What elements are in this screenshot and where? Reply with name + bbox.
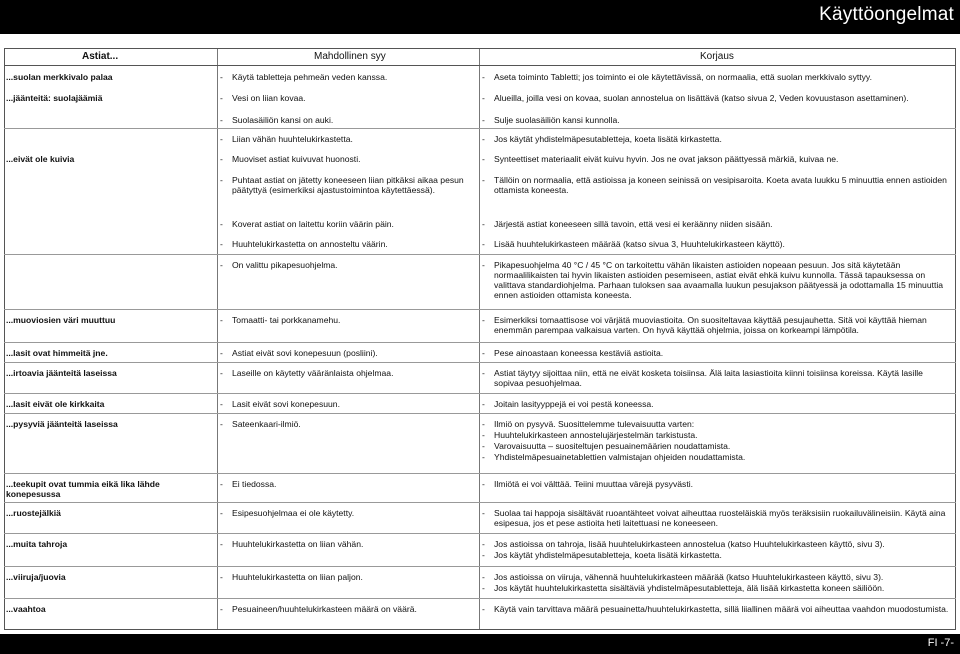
problem-cell: ...muita tahroja	[6, 539, 68, 549]
fix-cell	[480, 72, 954, 83]
table-row	[4, 474, 956, 503]
problem-cell: ...lasit eivät ole kirkkaita	[6, 399, 105, 409]
cause-text: - Esipesuohjelmaa ei ole käytetty.	[218, 508, 480, 518]
fix-text: - Huuhtelukirkasteen annostelujärjestelmän tarkistusta.	[480, 430, 954, 440]
table-row	[4, 110, 956, 129]
table-row	[4, 310, 956, 343]
table-row	[4, 599, 956, 630]
cause-text: - Muoviset astiat kuivuvat huonosti.	[218, 154, 480, 164]
fix-text: - Ilmiötä ei voi välttää. Teiini muuttaa värejä pysyvästi.	[480, 479, 954, 489]
cause-text: - Puhtaat astiat on jätetty koneeseen liian pitkäksi aikaa pesun päätyttyä (esimerkiksi ajastustoimintoa käytettäessä).	[218, 175, 480, 195]
problem-cell: ...suolan merkkivalo palaa	[6, 72, 113, 82]
fix-cell	[480, 154, 954, 165]
fix-text: - Jos astioissa on tahroja, lisää huuhtelukirkasteen annostelua (katso Huuhtelukirkasteen käyttö, sivu 3).	[480, 539, 954, 549]
cause-text: - Astiat eivät sovi konepesuun (posliini).	[218, 348, 480, 358]
table-row	[4, 363, 956, 394]
cause-cell	[218, 72, 480, 82]
fix-cell	[480, 315, 954, 336]
fix-text: - Yhdistelmäpesuainetablettien valmistajan ohjeiden noudattamista.	[480, 452, 954, 462]
table-row	[4, 567, 956, 599]
cause-text: - Tomaatti- tai porkkanamehu.	[218, 315, 480, 325]
cause-cell	[218, 479, 480, 489]
problem-cell: ...pysyviä jäänteitä laseissa	[6, 419, 118, 429]
fix-cell	[480, 93, 954, 104]
fix-cell	[480, 539, 954, 561]
page-number: FI -7-	[927, 637, 954, 649]
table-row	[4, 67, 956, 88]
cause-text: - Suolasäiliön kansi on auki.	[218, 115, 480, 125]
table-row	[4, 149, 956, 170]
fix-text: - Synteettiset materiaalit eivät kuivu hyvin. Jos ne ovat jakson päättyessä märkiä, kuivaa ne.	[480, 154, 954, 164]
cause-cell	[218, 154, 480, 164]
table-row	[4, 414, 956, 474]
cause-text: - Lasit eivät sovi konepesuun.	[218, 399, 480, 409]
problem-cell: ...vaahtoa	[6, 604, 46, 614]
fix-text: - Sulje suolasäiliön kansi kunnolla.	[480, 115, 954, 125]
cause-text: - On valittu pikapesuohjelma.	[218, 260, 480, 270]
table-row	[4, 343, 956, 363]
footer-bar	[0, 634, 960, 654]
table-row	[4, 88, 956, 110]
cause-cell	[218, 315, 480, 325]
fix-text: - Lisää huuhtelukirkasteen määrää (katso sivua 3, Huuhtelukirkasteen käyttö).	[480, 239, 954, 249]
fix-text: - Järjestä astiat koneeseen sillä tavoin, että vesi ei keräänny niiden sisään.	[480, 219, 954, 229]
fix-cell	[480, 134, 954, 145]
cause-text: - Koverat astiat on laitettu koriin väärin päin.	[218, 219, 480, 229]
problem-cell: ...viiruja/juovia	[6, 572, 66, 582]
problem-cell: ...ruostejälkiä	[6, 508, 61, 518]
problem-cell: ...muoviosien väri muuttuu	[6, 315, 116, 325]
fix-text: - Pikapesuohjelma 40 °C / 45 °C on tarkoitettu vähän likaisten astioiden nopeaan pesuun. Jos sitä käytetään normaalilikaisten tai hyvin likaisten astioiden pesemiseen, astiat eivät ehkä kuivu kunnolla. Tässä tapauksessa on valittava standardiohjelma. Parhaan tuloksen saa avaamalla luukun pesujakson päätyessä ja odottamalla 15 minuuttia ennen astioiden ottamista koneesta.	[480, 260, 954, 300]
problem-cell: ...jäänteitä: suolajäämiä	[6, 93, 103, 103]
problem-cell: ...irtoavia jäänteitä laseissa	[6, 368, 117, 378]
fix-text: - Astiat täytyy sijoittaa niin, että ne eivät kosketa toisiinsa. Älä laita lasiastioita kiinni toisiinsa koreissa. Käytä lasille sopivaa pesuohjelmaa.	[480, 368, 954, 388]
fix-cell	[480, 572, 954, 594]
page-title: Käyttöongelmat	[819, 4, 954, 25]
fix-text: - Tällöin on normaalia, että astioissa ja koneen seinissä on vesipisaroita. Koeta avata luukku 5 minuuttia ennen astioiden ottamista koneesta.	[480, 175, 954, 195]
fix-cell	[480, 508, 954, 529]
fix-cell	[480, 348, 954, 359]
fix-text: - Jos astioissa on viiruja, vähennä huuhtelukirkasteen määrää (katso Huuhtelukirkasteen käyttö, sivu 3).	[480, 572, 954, 582]
fix-text: - Aseta toiminto Tabletti; jos toiminto ei ole käytettävissä, on normaalia, että suolan merkkivalo syttyy.	[480, 72, 954, 82]
fix-text: - Käytä vain tarvittava määrä pesuainetta/huuhtelukirkastetta, sillä liiallinen määrä voi aiheuttaa vaahdon muodostumista.	[480, 604, 954, 614]
fix-cell	[480, 175, 954, 196]
table-row	[4, 534, 956, 567]
cause-cell	[218, 175, 480, 195]
fix-text: - Pese ainoastaan koneessa kestäviä astioita.	[480, 348, 954, 358]
title-bar	[0, 0, 960, 34]
cause-cell	[218, 348, 480, 358]
header-cause: Mahdollinen syy	[314, 51, 386, 62]
fix-text: - Varovaisuutta – suositeltujen pesuainemäärien noudattamista.	[480, 441, 954, 451]
cause-text: - Vesi on liian kovaa.	[218, 93, 480, 103]
fix-cell	[480, 115, 954, 126]
fix-text: - Jos käytät huuhtelukirkastetta sisältäviä yhdistelmäpesutabletteja, älä lisää kirkastetta koneen säiliöön.	[480, 583, 954, 593]
problem-cell: ...teekupit ovat tummia eikä lika lähde konepesussa	[6, 479, 160, 499]
cause-cell	[218, 368, 480, 378]
table-row	[4, 170, 956, 214]
cause-cell	[218, 572, 480, 582]
table-header	[4, 48, 956, 66]
cause-cell	[218, 134, 480, 144]
fix-cell	[480, 419, 954, 463]
cause-text: - Käytä tabletteja pehmeän veden kanssa.	[218, 72, 480, 82]
cause-text: - Laseille on käytetty vääränlaista ohjelmaa.	[218, 368, 480, 378]
fix-text: - Alueilla, joilla vesi on kovaa, suolan annostelua on lisättävä (katso sivua 2, Veden kovuustason asettaminen).	[480, 93, 954, 103]
cause-text: - Huuhtelukirkastetta on liian paljon.	[218, 572, 480, 582]
cause-text: - Pesuaineen/huuhtelukirkasteen määrä on väärä.	[218, 604, 480, 614]
problem-cell: ...lasit ovat himmeitä jne.	[6, 348, 108, 358]
table-row	[4, 214, 956, 234]
fix-text: - Esimerkiksi tomaattisose voi värjätä muoviastioita. On suositeltavaa käyttää pesujauhetta. Sitä voi käyttää hieman enemmän parempaa valkaisua varten. On hyvä käyttää ohjelmia, joissa on korkeampi lämpötila.	[480, 315, 954, 335]
cause-cell	[218, 239, 480, 249]
cause-text: - Ei tiedossa.	[218, 479, 480, 489]
fix-text: - Joitain lasityyppejä ei voi pestä koneessa.	[480, 399, 954, 409]
fix-cell	[480, 479, 954, 490]
fix-cell	[480, 239, 954, 250]
table-row	[4, 255, 956, 310]
fix-text: - Suolaa tai happoja sisältävät ruoantähteet voivat aiheuttaa ruosteläiskiä myös teräksisiin ruokailuvälineisiin. Käytä aina esipesua, jos et pese astioita heti laitettuasi ne koneeseen.	[480, 508, 954, 528]
table-row	[4, 503, 956, 534]
cause-text: - Sateenkaari-ilmiö.	[218, 419, 480, 429]
header-fix: Korjaus	[700, 51, 734, 62]
cause-cell	[218, 115, 480, 125]
table-row	[4, 394, 956, 414]
fix-cell	[480, 219, 954, 230]
problem-cell: ...eivät ole kuivia	[6, 154, 75, 164]
table-row	[4, 129, 956, 149]
fix-text: - Jos käytät yhdistelmäpesutabletteja, koeta lisätä kirkastetta.	[480, 550, 954, 560]
cause-cell	[218, 399, 480, 409]
cause-text: - Huuhtelukirkastetta on liian vähän.	[218, 539, 480, 549]
cause-text: - Liian vähän huuhtelukirkastetta.	[218, 134, 480, 144]
fix-cell	[480, 399, 954, 410]
table-row	[4, 234, 956, 255]
cause-cell	[218, 539, 480, 549]
cause-cell	[218, 419, 480, 429]
cause-cell	[218, 260, 480, 270]
cause-cell	[218, 604, 480, 614]
fix-cell	[480, 368, 954, 389]
cause-cell	[218, 508, 480, 518]
fix-cell	[480, 604, 954, 615]
fix-text: - Ilmiö on pysyvä. Suosittelemme tulevaisuutta varten:	[480, 419, 954, 429]
cause-text: - Huuhtelukirkastetta on annosteltu väärin.	[218, 239, 480, 249]
cause-cell	[218, 93, 480, 103]
cause-cell	[218, 219, 480, 229]
fix-text: - Jos käytät yhdistelmäpesutabletteja, koeta lisätä kirkastetta.	[480, 134, 954, 144]
fix-cell	[480, 260, 954, 301]
header-items: Astiat...	[82, 51, 119, 62]
